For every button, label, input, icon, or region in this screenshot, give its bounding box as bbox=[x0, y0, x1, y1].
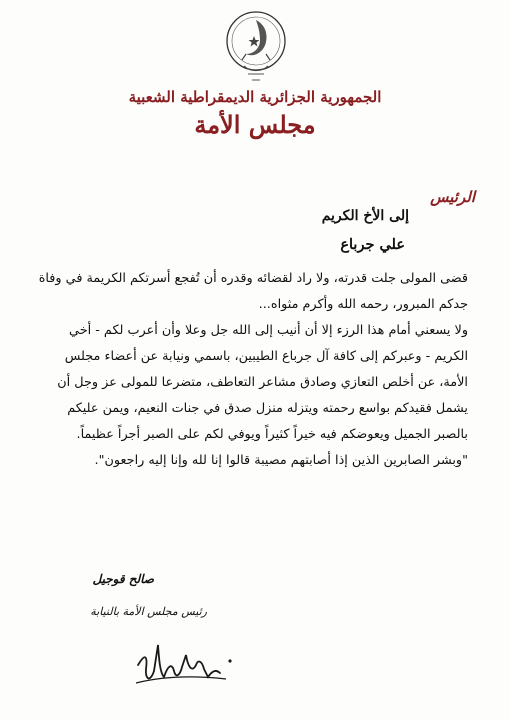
body-paragraph-3: "وبشر الصابرين الذين إذا أصابتهم مصيبة قالوا إنا لله وإنا إليه راجعون". bbox=[94, 453, 468, 468]
sender-name: صالح قوجيل bbox=[92, 572, 154, 586]
council-name: مجلس الأمة bbox=[194, 110, 316, 139]
recipient-greeting: إلى الأخ الكريم bbox=[321, 208, 409, 224]
sender-title: رئيس مجلس الأمة بالنيابة bbox=[90, 605, 207, 618]
republic-name: الجمهورية الجزائرية الديمقراطية الشعبية bbox=[128, 88, 382, 106]
letter-body bbox=[36, 266, 468, 474]
body-paragraph-1: قضى المولى جلت قدرته، ولا راد لقضائه وقدره أن تُفجع أسرتكم الكريمة في وفاة جدكم المبرور، رحمه الله وأكرم مثواه... bbox=[38, 271, 468, 312]
body-paragraph-2: ولا يسعني أمام هذا الرزء إلا أن أنيب إلى الله جل وعلا وأن أعرب لكم - أخي الكريم - وعبركم إلى كافة آل جرباع الطيبين، باسمي ونيابة عن أعضاء مجلس الأمة، عن أخلص التعازي وصادق مشاعر التعاطف، متضرعا للمولى عز وجل أن يشمل فقيدكم بواسع رحمته ويتزله منزل صدق في جنات النعيم، ويمن عليكم بالصبر الجميل ويعوضكم فيه خيراً كثيراً ويوفي لكم على الصبر أجراً عظيماً. bbox=[57, 323, 468, 442]
state-emblem-icon bbox=[224, 8, 288, 90]
recipient-name: علي جرباع bbox=[340, 236, 405, 253]
president-tag: الرئيس bbox=[430, 188, 475, 206]
signature-icon bbox=[130, 625, 240, 695]
